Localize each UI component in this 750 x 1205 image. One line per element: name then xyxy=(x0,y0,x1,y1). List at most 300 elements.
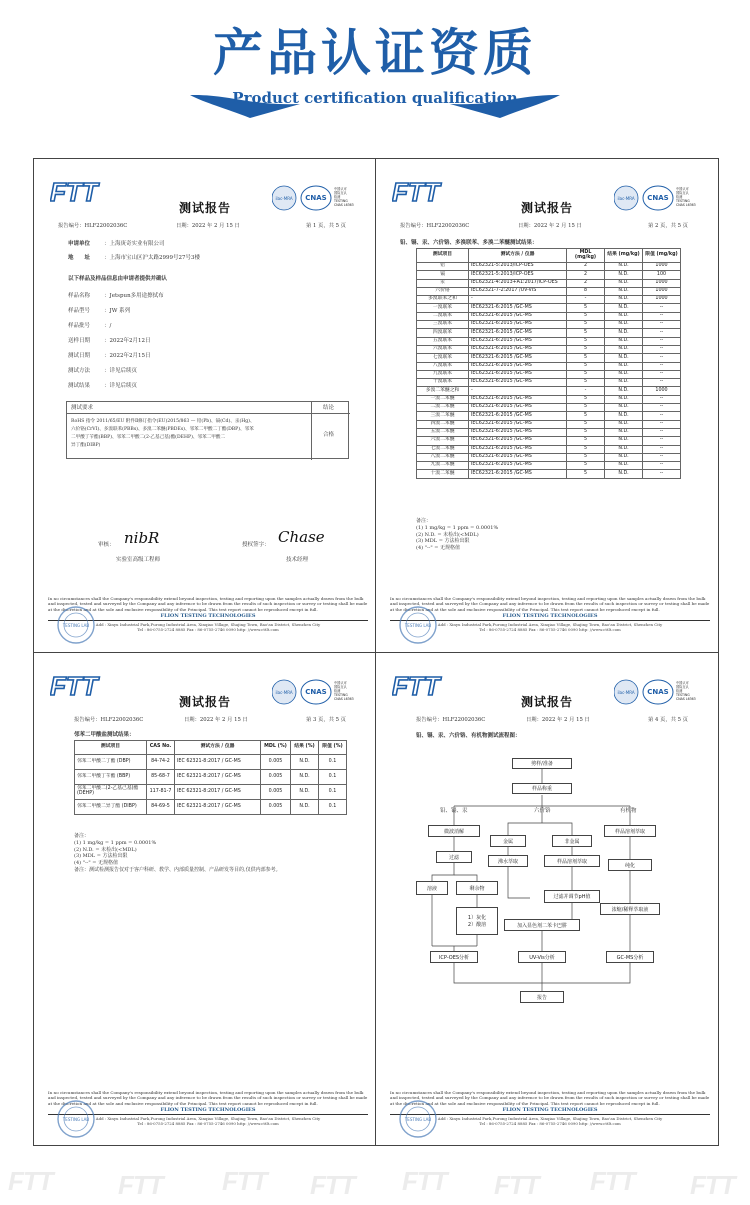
report-title: 测试报告 xyxy=(179,201,232,215)
table-row xyxy=(417,387,681,395)
table-cell: N.D. xyxy=(605,404,643,412)
table-cell: N.D. xyxy=(291,800,319,815)
table-cell: -- xyxy=(643,362,681,370)
flow-branch-label: 六价铬 xyxy=(534,808,551,814)
table-cell: N.D. xyxy=(605,345,643,353)
table-cell: 5 xyxy=(567,395,605,403)
flow-step: 金属 xyxy=(490,835,526,847)
table-cell: -- xyxy=(643,404,681,412)
accreditation-seals xyxy=(614,184,704,212)
table-cell: 三溴联苯 xyxy=(417,321,469,329)
table-cell: - xyxy=(567,387,605,395)
table-row xyxy=(417,437,681,445)
flow-step: 浓缩/稀释萃取液 xyxy=(600,903,660,915)
field-label: 送样日期 xyxy=(68,338,91,344)
table-cell: 100 xyxy=(643,271,681,279)
table-cell: 5 xyxy=(567,321,605,329)
table-row xyxy=(417,279,681,287)
table-cell: IEC62321-6:2015 /GC-MS xyxy=(469,312,567,320)
svg-text:Chase: Chase xyxy=(278,528,325,546)
table-cell: 邻苯二甲酸二丁酯 (DBP) xyxy=(75,755,147,770)
table-cell: -- xyxy=(643,337,681,345)
table-row xyxy=(417,345,681,353)
flow-step: 1）灰化 2）酸溶 xyxy=(456,907,498,935)
table-cell: IEC62321-6:2015 /GC-MS xyxy=(469,345,567,353)
table-cell: 5 xyxy=(567,354,605,362)
table-row xyxy=(417,404,681,412)
report-number: 报告编号：HLF22002036C xyxy=(74,717,144,723)
table-cell: IEC62321-6:2015 /GC-MS xyxy=(469,445,567,453)
svg-text:FTT: FTT xyxy=(392,673,440,699)
svg-text:中国认可: 中国认可 xyxy=(676,187,689,191)
ftt-logo xyxy=(392,179,444,205)
table-cell: 八溴二苯醚 xyxy=(417,453,469,461)
table-row xyxy=(417,420,681,428)
table-cell: N.D. xyxy=(605,271,643,279)
field-label: 样品批号 xyxy=(68,323,91,329)
note-line: (4) "--" = 无规格值 xyxy=(74,860,119,866)
table-cell: N.D. xyxy=(605,362,643,370)
table-cell: 5 xyxy=(567,312,605,320)
table-cell: IEC62321-6:2015 /GC-MS xyxy=(469,437,567,445)
table-cell: 邻苯二甲酸丁苄酯 (BBP) xyxy=(75,770,147,785)
table-cell: IEC62321-5:2013/ICP-OES xyxy=(469,271,567,279)
table-row xyxy=(417,312,681,320)
report-footer: In no circumstances shall the Company's responsibility extend beyond inspection, testing and reporting upon the samples actually drawn from the bulk and inspected, tested and surveyed by the Company and any inference to be drawn from the results of such inspection or survey or testing shall be made at the discretion and at the sole and exclusive responsibility of the Principal. This test report cannot be reproduced except in full. FLION TESTING TECHNOLOGIES Add : Xinyu Industrial Park,Furong Industrial Area, Xinqiao Village, Shajing Town, Bao'an District, Shenzhen City Tel : 86-0755-2724 8885 Fax : 86-0755-2746 0090 http: //www.cttlt.com xyxy=(390,596,710,632)
svg-text:中国认可: 中国认可 xyxy=(334,187,347,191)
reviewer-signature xyxy=(122,526,162,548)
table-cell: -- xyxy=(643,304,681,312)
table-cell: IEC62321-6:2015 /GC-MS xyxy=(469,420,567,428)
requirement-text: 六价铬(CrVI)、多溴联苯(PBBs)、多溴二苯醚(PBDEs)、邻苯二甲酸二丁酯(DBP)、邻苯 xyxy=(71,427,254,432)
flow-step: 非金属 xyxy=(552,835,592,847)
table-cell: 六价铬 xyxy=(417,287,469,295)
table-cell: N.D. xyxy=(605,395,643,403)
table-cell: -- xyxy=(643,395,681,403)
table-row xyxy=(417,362,681,370)
conclusion-value: 合格 xyxy=(323,432,335,438)
svg-text:ilac-MRA: ilac-MRA xyxy=(275,690,293,695)
svg-text:CNAS L6363: CNAS L6363 xyxy=(334,697,354,701)
table-caption: 邻苯二甲酸盐测试结果： xyxy=(74,732,135,738)
table-row xyxy=(417,287,681,295)
report-page-4 xyxy=(376,653,718,1146)
table-cell: N.D. xyxy=(605,387,643,395)
svg-text:CNAS L6363: CNAS L6363 xyxy=(334,203,354,207)
table-cell: -- xyxy=(643,312,681,320)
report-date: 日期：2022 年 2 月 15 日 xyxy=(176,223,240,229)
table-cell: IEC62321-7-2:2017 /UV-VIS xyxy=(469,287,567,295)
table-cell: 5 xyxy=(567,329,605,337)
table-cell: N.D. xyxy=(605,279,643,287)
flow-branch-label: 有机物 xyxy=(620,808,637,814)
svg-text:TESTING LAB: TESTING LAB xyxy=(62,623,90,628)
requirement-text: RoHS 指令 2011/65/EU 附件Ⅱ修订指令(EU)2015/863 — 铅(Pb)、镉(Cd)、汞(Hg)、 xyxy=(71,419,255,424)
table-cell: -- xyxy=(643,420,681,428)
table-header-cell: 限值 (mg/kg) xyxy=(643,249,681,263)
flow-step: 报告 xyxy=(520,991,564,1003)
table-cell: IEC62321-6:2015 /GC-MS xyxy=(469,462,567,470)
svg-text:CNAS: CNAS xyxy=(305,688,327,696)
svg-text:CNAS: CNAS xyxy=(647,194,669,202)
report-date: 日期：2022 年 2 月 15 日 xyxy=(518,223,582,229)
note-line: (3) MDL = 方法检出限 xyxy=(416,538,470,545)
table-cell: 汞 xyxy=(417,279,469,287)
report-title: 测试报告 xyxy=(521,695,574,709)
table-cell: 5 xyxy=(567,362,605,370)
table-cell: 0.005 xyxy=(261,800,291,815)
field-value: ：上海庚奇实业有限公司 xyxy=(104,241,165,247)
table-cell: IEC62321-6:2015 /GC-MS xyxy=(469,395,567,403)
table-row xyxy=(417,296,681,304)
table-cell: 十溴二苯醚 xyxy=(417,470,469,478)
table-cell: 5 xyxy=(567,470,605,478)
svg-text:CNAS L6363: CNAS L6363 xyxy=(676,697,696,701)
lab-stamp xyxy=(56,1099,96,1139)
table-cell: 5 xyxy=(567,345,605,353)
table-cell: N.D. xyxy=(291,755,319,770)
flow-step: 剪样/准备 xyxy=(512,758,572,769)
table-cell: - xyxy=(567,296,605,304)
ftt-logo xyxy=(50,673,102,699)
note-line: 备注：测试检测报告仅对于客户科研、教学、内部质量控制、产品研发等目的,仅供内部参考。 xyxy=(74,866,281,873)
table-cell: 镉 xyxy=(417,271,469,279)
svg-text:CNAS L6363: CNAS L6363 xyxy=(676,203,696,207)
table-cell: 5 xyxy=(567,370,605,378)
svg-text:TESTING LAB: TESTING LAB xyxy=(404,623,432,628)
flow-step: 过滤 xyxy=(436,851,472,863)
field-label: 测试日期 xyxy=(68,353,91,359)
table-row xyxy=(417,412,681,420)
table-cell: 5 xyxy=(567,445,605,453)
reviewer-title: 实验室高级工程师 xyxy=(116,557,161,563)
svg-text:CNAS: CNAS xyxy=(647,688,669,696)
table-cell: -- xyxy=(643,370,681,378)
svg-text:nibR: nibR xyxy=(124,529,160,547)
table-caption: 铅、镉、汞、六价铬、多溴联苯、多溴二苯醚测试结果： xyxy=(400,240,538,246)
flow-step: 溶液 xyxy=(416,881,448,895)
table-cell: 0.1 xyxy=(319,770,347,785)
field-value: ：Jetspun多用途擦拭布 xyxy=(104,293,164,299)
report-page-2 xyxy=(376,159,718,652)
table-cell: IEC62321-6:2015 /GC-MS xyxy=(469,370,567,378)
table-cell: 85-68-7 xyxy=(147,770,175,785)
table-cell: IEC62321-5:2013/ICP-OES xyxy=(469,263,567,271)
accreditation-seals xyxy=(272,184,362,212)
table-cell: 十溴联苯 xyxy=(417,379,469,387)
table-row xyxy=(417,370,681,378)
table-row xyxy=(75,785,347,800)
lab-stamp xyxy=(398,605,438,645)
table-cell: 5 xyxy=(567,304,605,312)
table-cell: 0.005 xyxy=(261,785,291,800)
table-cell: IEC 62321-8:2017 / GC-MS xyxy=(175,755,261,770)
field-value: ：JW 系列 xyxy=(104,308,131,314)
table-cell: 五溴二苯醚 xyxy=(417,428,469,436)
header-title-en: Product certification qualification xyxy=(232,89,518,107)
table-row xyxy=(417,263,681,271)
report-number: 报告编号：HLF22002036C xyxy=(416,717,486,723)
table-cell: 0.005 xyxy=(261,755,291,770)
table-cell: 七溴二苯醚 xyxy=(417,445,469,453)
table-cell: N.D. xyxy=(605,470,643,478)
svg-text:TESTING LAB: TESTING LAB xyxy=(404,1117,432,1122)
table-row xyxy=(417,445,681,453)
table-cell: 5 xyxy=(567,379,605,387)
table-row xyxy=(417,354,681,362)
svg-text:国际互认: 国际互认 xyxy=(676,191,689,195)
table-cell: 九溴联苯 xyxy=(417,370,469,378)
svg-text:TESTING LAB: TESTING LAB xyxy=(62,1117,90,1122)
table-header-cell: CAS No. xyxy=(147,741,175,755)
table-notes xyxy=(74,833,281,874)
watermark: FTT xyxy=(8,1166,53,1196)
flow-step: 样品溶剂萃取 xyxy=(544,855,600,867)
field-label: 测试结果 xyxy=(68,383,91,389)
watermark: FTT xyxy=(402,1166,447,1196)
table-cell: -- xyxy=(643,329,681,337)
table-row xyxy=(417,453,681,461)
table-cell: 5 xyxy=(567,462,605,470)
flow-step: 沸水萃取 xyxy=(488,855,528,867)
table-row xyxy=(75,770,347,785)
table-row xyxy=(417,329,681,337)
lab-stamp xyxy=(398,1099,438,1139)
table-header: 测试要求 xyxy=(71,405,94,411)
field-value: ：上海市宝山区沪太路2999号27号3楼 xyxy=(104,255,201,261)
flow-step: 样品称重 xyxy=(512,783,572,794)
header-title-cn: 产品认证资质 xyxy=(213,24,537,82)
flowchart-caption: 铅、镉、汞、六价铬、有机物测试流程图： xyxy=(416,733,521,739)
table-cell: 一溴二苯醚 xyxy=(417,395,469,403)
report-page-3 xyxy=(34,653,376,1146)
field-label: 样品型号 xyxy=(68,308,91,314)
field-label: 地 址 xyxy=(68,255,91,261)
table-cell: 七溴联苯 xyxy=(417,354,469,362)
table-cell: 2 xyxy=(567,271,605,279)
table-cell: 六溴二苯醚 xyxy=(417,437,469,445)
svg-text:检测: 检测 xyxy=(334,689,341,693)
table-cell: 多溴二苯醚之和 xyxy=(417,387,469,395)
page-number: 第 2 页，共 5 页 xyxy=(648,223,688,229)
table-cell: 5 xyxy=(567,437,605,445)
table-cell: 铅 xyxy=(417,263,469,271)
table-cell: N.D. xyxy=(605,370,643,378)
table-row xyxy=(417,304,681,312)
approver-signature xyxy=(276,524,332,548)
table-header-cell: 测试项目 xyxy=(417,249,469,263)
table-cell: -- xyxy=(643,437,681,445)
table-cell: IEC62321-6:2015 /GC-MS xyxy=(469,470,567,478)
field-label: 样品名称 xyxy=(68,293,91,299)
table-cell: IEC62321-6:2015 /GC-MS xyxy=(469,362,567,370)
flow-step: 加入显色剂二苯卡巴肼 xyxy=(504,919,580,931)
note-line: (2) N.D. = 未检出(<MDL) xyxy=(74,846,137,853)
svg-text:TESTING: TESTING xyxy=(334,199,348,203)
table-row xyxy=(417,379,681,387)
table-cell: N.D. xyxy=(291,770,319,785)
report-date: 日期：2022 年 2 月 15 日 xyxy=(184,717,248,723)
report-number: 报告编号：HLF22002036C xyxy=(400,223,470,229)
field-value: ：/ xyxy=(104,323,112,329)
svg-text:CNAS: CNAS xyxy=(305,194,327,202)
table-cell: 九溴二苯醚 xyxy=(417,462,469,470)
approver-title: 技术经理 xyxy=(286,557,309,563)
svg-text:国际互认: 国际互认 xyxy=(334,685,347,689)
table-header-cell: 测试方法 / 仪器 xyxy=(175,741,261,755)
table-cell: N.D. xyxy=(605,379,643,387)
page-number: 第 4 页，共 5 页 xyxy=(648,717,688,723)
svg-text:国际互认: 国际互认 xyxy=(676,685,689,689)
table-header-cell: 结果 (%) xyxy=(291,741,319,755)
table-cell: 5 xyxy=(567,428,605,436)
table-cell: 邻苯二甲酸二(2-乙基己基)酯 (DEHP) xyxy=(75,785,147,800)
watermark: FTT xyxy=(690,1170,735,1200)
table-cell: N.D. xyxy=(605,312,643,320)
table-header-cell: 测试项目 xyxy=(75,741,147,755)
table-header: 结论 xyxy=(323,405,335,411)
table-cell: N.D. xyxy=(605,428,643,436)
svg-text:TESTING: TESTING xyxy=(676,199,690,203)
flow-step: UV-Vis分析 xyxy=(518,951,566,963)
table-cell: IEC62321-6:2015 /GC-MS xyxy=(469,321,567,329)
table-cell: IEC62321-6:2015 /GC-MS xyxy=(469,404,567,412)
table-cell: IEC62321-6:2015 /GC-MS xyxy=(469,329,567,337)
table-cell: IEC62321-6:2015 /GC-MS xyxy=(469,412,567,420)
table-cell: N.D. xyxy=(605,263,643,271)
table-cell: -- xyxy=(643,428,681,436)
report-footer: In no circumstances shall the Company's responsibility extend beyond inspection, testing and reporting upon the samples actually drawn from the bulk and inspected, tested and surveyed by the Company and any inference to be drawn from the results of such inspection or survey or testing shall be made at the discretion and at the sole and exclusive responsibility of the Principal. This test report cannot be reproduced except in full. FLION TESTING TECHNOLOGIES Add : Xinyu Industrial Park,Furong Industrial Area, Xinqiao Village, Shajing Town, Bao'an District, Shenzhen City Tel : 86-0755-2724 8885 Fax : 86-0755-2746 0090 http: //www.cttlt.com xyxy=(390,1090,710,1126)
table-row xyxy=(417,470,681,478)
svg-text:中国认可: 中国认可 xyxy=(676,681,689,685)
table-cell: N.D. xyxy=(291,785,319,800)
table-cell: 0.1 xyxy=(319,785,347,800)
table-cell: N.D. xyxy=(605,412,643,420)
table-cell: -- xyxy=(643,445,681,453)
svg-text:FTT: FTT xyxy=(50,179,98,205)
table-cell: N.D. xyxy=(605,296,643,304)
requirement-text: 异丁酯(DIBP) xyxy=(71,443,101,448)
table-cell: - xyxy=(469,296,567,304)
svg-text:ilac-MRA: ilac-MRA xyxy=(275,196,293,201)
requirement-text: 二甲酸丁苄酯(BBP)、邻苯二甲酸二(2-乙基己基)酯(DEHP)、邻苯二甲酸二 xyxy=(71,435,226,440)
svg-text:检测: 检测 xyxy=(334,195,341,199)
table-cell: -- xyxy=(643,321,681,329)
report-title: 测试报告 xyxy=(179,695,232,709)
table-cell: 84-69-5 xyxy=(147,800,175,815)
table-header-cell: MDL (%) xyxy=(261,741,291,755)
table-cell: N.D. xyxy=(605,329,643,337)
table-cell: IEC62321-6:2015 /GC-MS xyxy=(469,337,567,345)
table-header-cell: 测试方法 / 仪器 xyxy=(469,249,567,263)
table-cell: N.D. xyxy=(605,354,643,362)
table-cell: - xyxy=(469,387,567,395)
table-cell: 二溴联苯 xyxy=(417,312,469,320)
certification-header xyxy=(0,0,750,148)
table-cell: N.D. xyxy=(605,287,643,295)
watermark: FTT xyxy=(494,1170,539,1200)
table-cell: IEC62321-6:2015 /GC-MS xyxy=(469,453,567,461)
table-row xyxy=(417,271,681,279)
svg-text:TESTING: TESTING xyxy=(676,693,690,697)
watermark: FTT xyxy=(222,1166,267,1196)
table-cell: IEC62321-4:2013+A1:2017/ICP-OES xyxy=(469,279,567,287)
table-cell: -- xyxy=(643,462,681,470)
table-cell: 5 xyxy=(567,420,605,428)
table-cell: 2 xyxy=(567,279,605,287)
watermark-strip xyxy=(0,1162,750,1205)
table-header-cell: MDL (mg/kg) xyxy=(567,249,605,263)
table-row xyxy=(417,428,681,436)
table-cell: N.D. xyxy=(605,337,643,345)
svg-text:检测: 检测 xyxy=(676,689,683,693)
table-cell: 1000 xyxy=(643,387,681,395)
table-cell: N.D. xyxy=(605,462,643,470)
table-cell: -- xyxy=(643,354,681,362)
accreditation-seals xyxy=(272,678,362,706)
table-cell: 0.1 xyxy=(319,755,347,770)
table-cell: N.D. xyxy=(605,445,643,453)
report-footer: In no circumstances shall the Company's responsibility extend beyond inspection, testing and reporting upon the samples actually drawn from the bulk and inspected, tested and surveyed by the Company and any inference to be drawn from the results of such inspection or survey or testing shall be made at the discretion and at the sole and exclusive responsibility of the Principal. This test report cannot be reproduced except in full. FLION TESTING TECHNOLOGIES Add : Xinyu Industrial Park,Furong Industrial Area, Xinqiao Village, Shajing Town, Bao'an District, Shenzhen City Tel : 86-0755-2724 8885 Fax : 86-0755-2746 0090 http: //www.cttlt.com xyxy=(48,596,368,632)
svg-text:检测: 检测 xyxy=(676,195,683,199)
approver-label: 授权签字： xyxy=(242,542,270,548)
table-row xyxy=(417,462,681,470)
table-cell: 1000 xyxy=(643,263,681,271)
table-cell: 5 xyxy=(567,453,605,461)
table-cell: 2 xyxy=(567,263,605,271)
lab-stamp xyxy=(56,605,96,645)
note-line: 备注： xyxy=(74,833,90,839)
svg-text:ilac-MRA: ilac-MRA xyxy=(617,690,635,695)
flow-step: 过滤并调节pH值 xyxy=(544,890,600,903)
table-cell: 多溴联苯之和 xyxy=(417,296,469,304)
report-number: 报告编号：HLF22002036C xyxy=(58,223,128,229)
table-row xyxy=(417,337,681,345)
watermark: FTT xyxy=(118,1170,163,1200)
phthalate-results-table xyxy=(74,740,347,815)
table-cell: IEC 62321-8:2017 / GC-MS xyxy=(175,785,261,800)
svg-text:TESTING: TESTING xyxy=(334,693,348,697)
flow-step: GC-MS分析 xyxy=(606,951,654,963)
table-cell: 0.005 xyxy=(261,770,291,785)
table-cell: 5 xyxy=(567,412,605,420)
table-cell: 1000 xyxy=(643,296,681,304)
table-header-cell: 结果 (mg/kg) xyxy=(605,249,643,263)
table-cell: 六溴联苯 xyxy=(417,345,469,353)
table-cell: IEC62321-6:2015 /GC-MS xyxy=(469,354,567,362)
table-cell: IEC62321-6:2015 /GC-MS xyxy=(469,428,567,436)
table-cell: 一溴联苯 xyxy=(417,304,469,312)
table-cell: N.D. xyxy=(605,453,643,461)
flow-step: 剩余物 xyxy=(456,881,498,895)
svg-text:国际互认: 国际互认 xyxy=(334,191,347,195)
svg-text:FTT: FTT xyxy=(392,179,440,205)
table-cell: 邻苯二甲酸二异丁酯 (DIBP) xyxy=(75,800,147,815)
table-header-cell: 限值 (%) xyxy=(319,741,347,755)
field-value: ：详见后续页 xyxy=(104,383,138,389)
table-cell: 117-81-7 xyxy=(147,785,175,800)
table-cell: 五溴联苯 xyxy=(417,337,469,345)
page-number: 第 1 页，共 5 页 xyxy=(306,223,346,229)
report-footer: In no circumstances shall the Company's responsibility extend beyond inspection, testing and reporting upon the samples actually drawn from the bulk and inspected, tested and surveyed by the Company and any inference to be drawn from the results of such inspection or survey or testing shall be made at the discretion and at the sole and exclusive responsibility of the Principal. This test report cannot be reproduced except in full. FLION TESTING TECHNOLOGIES Add : Xinyu Industrial Park,Furong Industrial Area, Xinqiao Village, Shajing Town, Bao'an District, Shenzhen City Tel : 86-0755-2724 8885 Fax : 86-0755-2746 0090 http: //www.cttlt.com xyxy=(48,1090,368,1126)
field-value: ：2022年2月12日 xyxy=(104,338,151,344)
table-row xyxy=(75,755,347,770)
table-notes xyxy=(416,518,498,552)
flow-step: 微波消解 xyxy=(428,825,480,837)
note-line: (2) N.D. = 未检出(<MDL) xyxy=(416,531,479,538)
table-row xyxy=(75,800,347,815)
flow-step: ICP-OES分析 xyxy=(430,951,478,963)
